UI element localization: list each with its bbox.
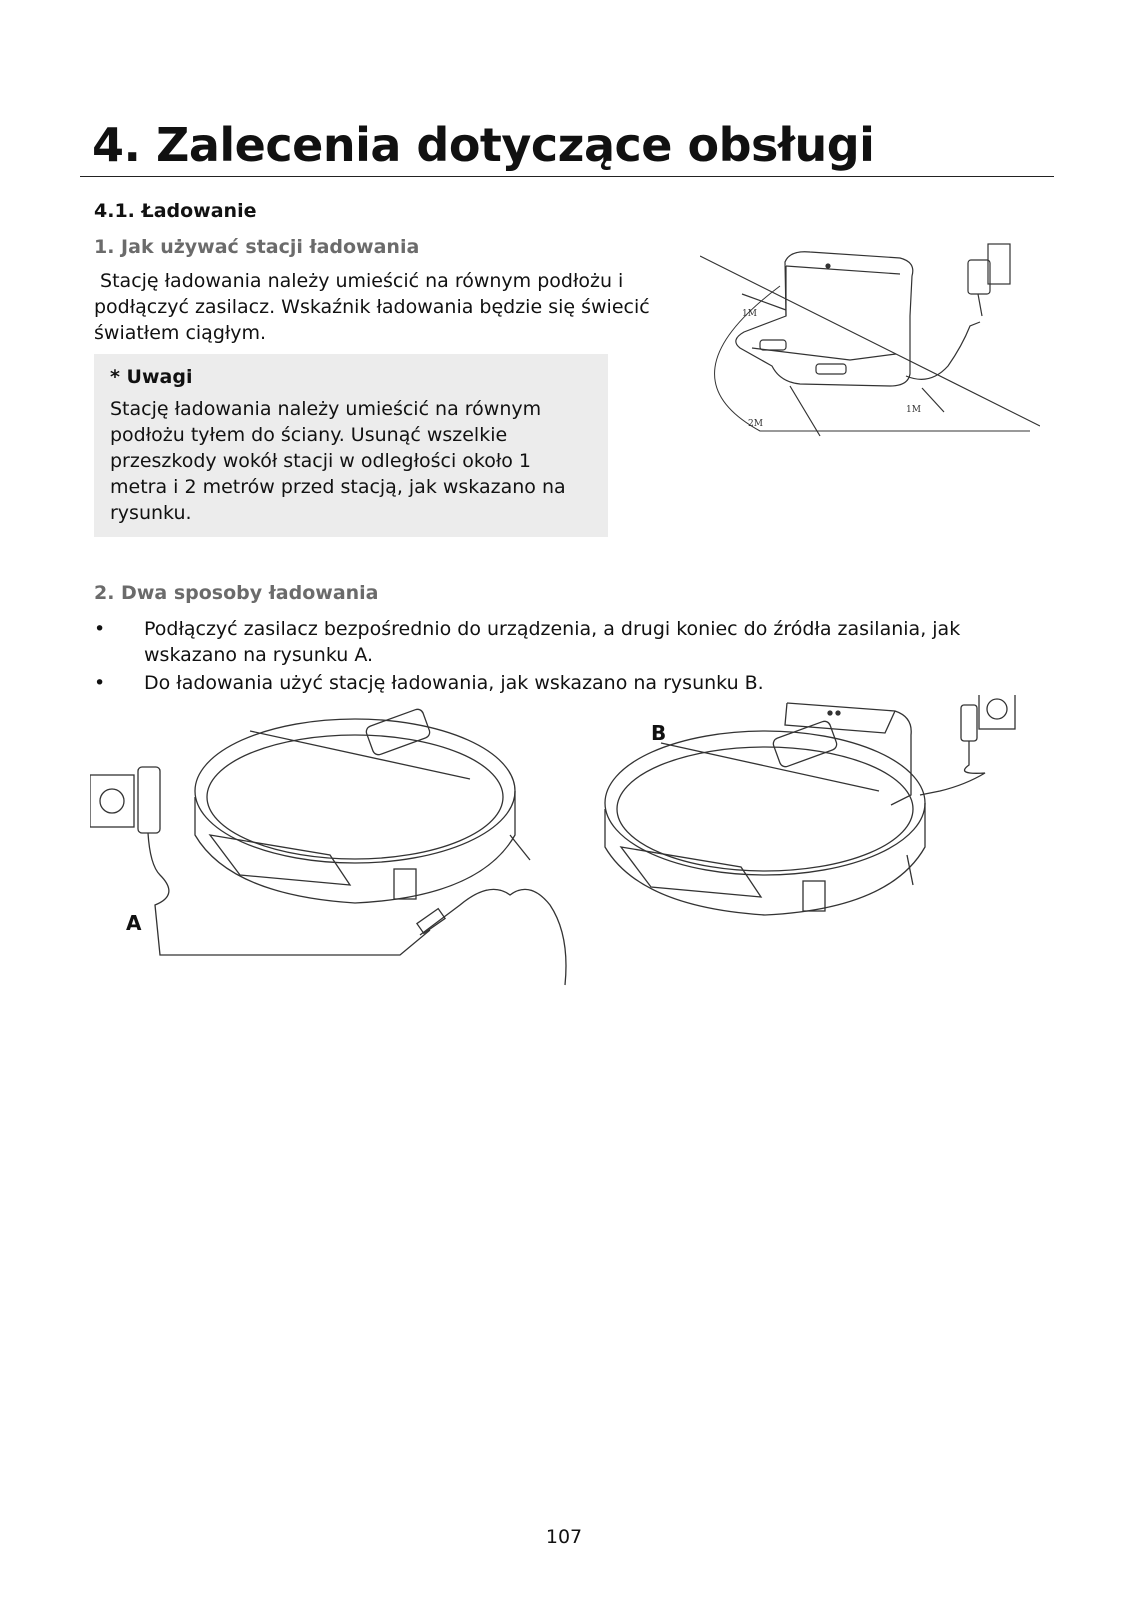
side-brush xyxy=(510,835,530,860)
wall-socket xyxy=(90,775,134,827)
note-box xyxy=(94,354,608,537)
robot-bumper-button xyxy=(365,708,432,757)
subsection-heading-1: 1. Jak używać stacji ładowania xyxy=(94,236,420,258)
note-text: Stację ładowania należy umieścić na równym podłożu tyłem do ściany. Usunąć wszelkie przeszkody wokół stacji w odległości około 1 metra i 2 metrów przed stacją, jak wskazano na rysunku. xyxy=(110,398,566,524)
section-heading: 4.1. Ładowanie xyxy=(94,200,257,222)
charging-station xyxy=(787,703,911,805)
power-adapter xyxy=(138,767,160,833)
title-divider xyxy=(80,176,1054,177)
page-number: 107 xyxy=(545,1526,583,1548)
wall-socket xyxy=(979,695,1015,729)
wall-line xyxy=(700,256,1040,426)
label-1m-right: 1M xyxy=(906,405,921,415)
list-item-text: Podłączyć zasilacz bezpośrednio do urządzenia, a drugi koniec do źródła zasilania, jak wskazano na rysunku A. xyxy=(144,618,961,666)
figure-a-label: A xyxy=(126,911,142,935)
list-item xyxy=(94,616,1034,668)
robot-charge-port xyxy=(394,869,416,899)
robot-vent xyxy=(210,835,350,885)
contact-left xyxy=(760,340,786,350)
clearance-arc xyxy=(715,286,1030,431)
intro-paragraph: Stację ładowania należy umieścić na równym podłożu i podłączyć zasilacz. Wskaźnik ładowania będzie się świecić światłem ciągłym. xyxy=(94,270,656,344)
clearance-1m-left-arrow xyxy=(742,294,786,310)
adapter-cable xyxy=(978,294,982,316)
robot-vent xyxy=(621,847,761,897)
robot-side xyxy=(195,791,515,903)
list-item xyxy=(94,670,1034,696)
robot-top xyxy=(605,731,925,875)
subsection-heading-2: 2. Dwa sposoby ładowania xyxy=(94,582,379,604)
hand xyxy=(420,889,566,985)
robot-side xyxy=(605,803,925,915)
side-brush xyxy=(907,855,913,885)
figure-b-label: B xyxy=(651,721,667,745)
bullet-icon: • xyxy=(94,672,106,694)
label-2m: 2M xyxy=(748,419,763,429)
power-adapter xyxy=(961,705,977,741)
page-title: 4. Zalecenia dotyczące obsługi xyxy=(92,118,875,172)
charging-station-illustration xyxy=(700,236,1040,446)
station-top-edge xyxy=(786,266,900,274)
robot-top xyxy=(195,719,515,863)
wall-socket xyxy=(988,244,1010,284)
robot-charge-port xyxy=(803,881,825,911)
label-1m-left: 1M xyxy=(742,309,757,319)
bullet-icon: • xyxy=(94,618,106,640)
station-indicator xyxy=(826,264,830,268)
power-cable xyxy=(920,741,985,795)
clearance-1m-right-arrow xyxy=(922,388,944,412)
robot-lid-seam xyxy=(661,743,879,791)
charging-methods-list xyxy=(94,616,1034,698)
note-title: * Uwagi xyxy=(110,366,193,388)
station-body xyxy=(736,252,913,386)
robot-lid-seam xyxy=(250,731,470,779)
station-cable xyxy=(906,322,980,379)
contact-right xyxy=(816,364,846,374)
list-item-text: Do ładowania użyć stację ładowania, jak wskazano na rysunku B. xyxy=(144,672,764,694)
clearance-2m-arrow xyxy=(790,386,820,436)
figure-a-direct-charging-illustration xyxy=(90,705,590,1005)
dc-plug xyxy=(417,909,445,934)
power-adapter xyxy=(968,260,990,294)
